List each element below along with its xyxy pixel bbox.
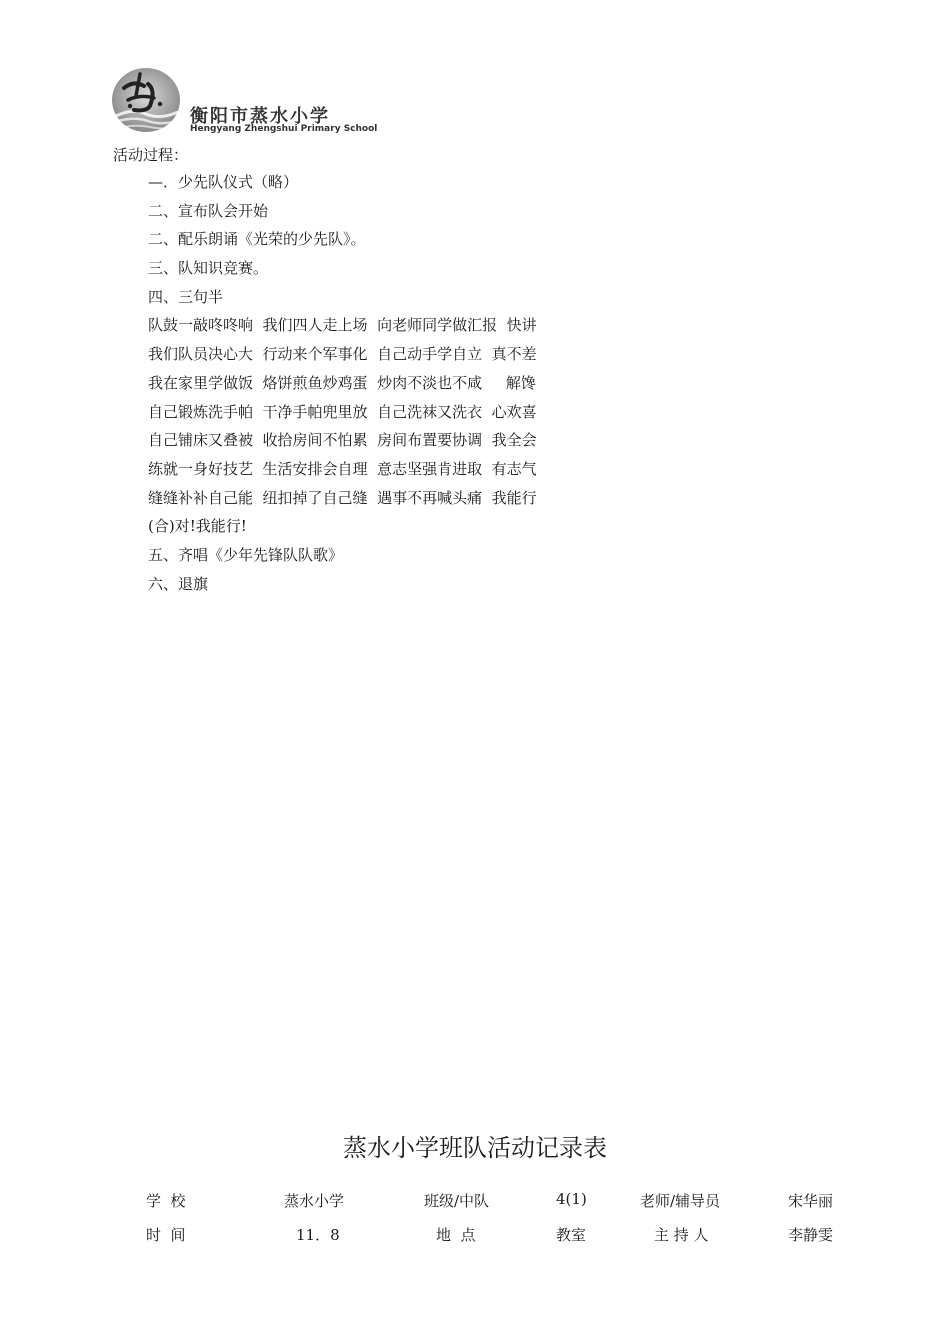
school-emblem-icon: [110, 66, 182, 134]
poem-line: 自己铺床又叠被 收拾房间不怕累 房间布置要协调 我全会: [148, 431, 537, 450]
process-step: 二、配乐朗诵《光荣的少先队》。: [148, 230, 366, 249]
host-value: 李静雯: [788, 1226, 834, 1244]
school-value: 蒸水小学: [284, 1192, 345, 1210]
place-label: 地 点: [436, 1226, 476, 1244]
school-name-cn: 衡阳市蒸水小学: [190, 106, 330, 127]
process-step: 六、退旗: [148, 574, 209, 593]
school-name-en: Hengyang Zhengshui Primary School: [190, 124, 378, 134]
poem-line: (合)对!我能行!: [148, 517, 247, 536]
record-row-2: [0, 1224, 950, 1246]
place-value: 教室: [556, 1226, 587, 1244]
process-step: 四、三句半: [148, 287, 224, 306]
poem-line: 我们队员决心大 行动来个军事化 自己动手学自立 真不差: [148, 345, 537, 364]
poem-line: 练就一身好技艺 生活安排会自理 意志坚强肯进取 有志气: [148, 459, 537, 478]
process-step: 三、队知识竞赛。: [148, 259, 269, 278]
record-row-1: [0, 1190, 950, 1212]
activity-process: [148, 172, 537, 602]
school-label: 学 校: [146, 1192, 186, 1210]
section-label: 活动过程：: [113, 146, 189, 164]
class-value: 4(1): [556, 1190, 587, 1208]
class-label: 班级/中队: [424, 1192, 490, 1210]
time-value: 11．8: [296, 1226, 340, 1244]
process-step: —．少先队仪式（略）: [148, 173, 299, 191]
record-title: 蒸水小学班队活动记录表: [343, 1134, 607, 1162]
host-label: 主 持 人: [654, 1226, 709, 1244]
process-step: 五、齐唱《少年先锋队队歌》: [148, 545, 344, 564]
poem-line: 我在家里学做饭 烙饼煎鱼炒鸡蛋 炒肉不淡也不咸 解馋: [148, 373, 536, 392]
teacher-label: 老师/辅导员: [640, 1192, 721, 1210]
poem-line: 自己锻炼洗手帕 干净手帕兜里放 自己洗袜又洗衣 心欢喜: [148, 402, 537, 421]
poem-line: 缝缝补补自己能 纽扣掉了自己缝 遇事不再喊头痛 我能行: [148, 488, 537, 507]
school-logo: [110, 66, 400, 136]
poem-line: 队鼓一敲咚咚响 我们四人走上场 向老师同学做汇报 快讲: [148, 316, 537, 335]
process-step: 二、宣布队会开始: [148, 201, 269, 220]
teacher-value: 宋华丽: [788, 1192, 834, 1210]
time-label: 时 间: [146, 1226, 186, 1244]
